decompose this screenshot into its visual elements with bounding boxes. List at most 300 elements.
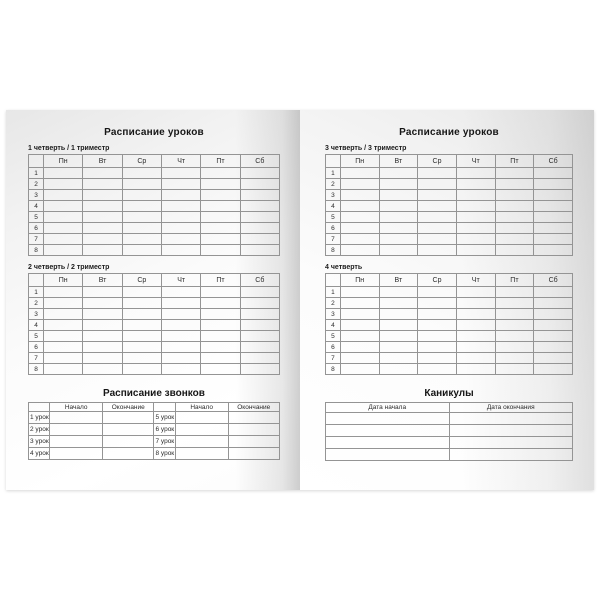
empty-cell xyxy=(161,212,200,223)
schedule-header-row xyxy=(29,274,280,287)
corner-cell xyxy=(326,155,341,168)
day-header: Пн xyxy=(340,155,379,168)
empty-cell xyxy=(449,449,573,461)
empty-cell xyxy=(83,168,122,179)
empty-cell xyxy=(175,424,228,436)
lesson-number: 7 xyxy=(29,234,44,245)
empty-cell xyxy=(340,309,379,320)
lesson-number: 3 xyxy=(326,190,341,201)
empty-cell xyxy=(240,190,279,201)
bells-row xyxy=(29,424,280,436)
empty-cell xyxy=(83,331,122,342)
lesson-number: 4 xyxy=(326,320,341,331)
lesson-number: 7 xyxy=(29,353,44,364)
empty-cell xyxy=(418,320,457,331)
empty-cell xyxy=(418,245,457,256)
empty-cell xyxy=(122,320,161,331)
day-header: Сб xyxy=(534,274,573,287)
empty-cell xyxy=(340,223,379,234)
empty-cell xyxy=(456,298,495,309)
lesson-number: 5 xyxy=(29,212,44,223)
schedule-row xyxy=(29,179,280,190)
empty-cell xyxy=(161,320,200,331)
empty-cell xyxy=(201,223,240,234)
empty-cell xyxy=(495,287,534,298)
empty-cell xyxy=(175,412,228,424)
end-header: Окончание xyxy=(103,403,154,412)
empty-cell xyxy=(83,287,122,298)
empty-cell xyxy=(83,309,122,320)
lesson-number: 6 xyxy=(326,342,341,353)
empty-cell xyxy=(495,201,534,212)
schedule-row xyxy=(326,212,573,223)
empty-cell xyxy=(418,223,457,234)
empty-cell xyxy=(379,320,418,331)
empty-cell xyxy=(379,234,418,245)
lesson-number: 8 xyxy=(326,245,341,256)
empty-cell xyxy=(83,234,122,245)
lesson-number: 7 xyxy=(326,234,341,245)
empty-cell xyxy=(340,320,379,331)
left-page xyxy=(6,110,300,490)
empty-cell xyxy=(122,331,161,342)
day-header: Пн xyxy=(44,274,83,287)
empty-cell xyxy=(201,234,240,245)
bell-row-label: 1 урок xyxy=(29,412,50,424)
empty-cell xyxy=(50,448,103,460)
empty-cell xyxy=(240,309,279,320)
empty-cell xyxy=(379,331,418,342)
start-header: Начало xyxy=(50,403,103,412)
lesson-number: 1 xyxy=(29,287,44,298)
quarter-2-label: 2 четверть / 2 триместр xyxy=(28,264,110,271)
bells-table xyxy=(28,402,280,460)
empty-cell xyxy=(122,353,161,364)
lesson-number: 2 xyxy=(29,179,44,190)
empty-cell xyxy=(495,212,534,223)
schedule-row xyxy=(326,298,573,309)
lesson-number: 6 xyxy=(29,223,44,234)
empty-cell xyxy=(44,201,83,212)
bell-row-label: 8 урок xyxy=(154,448,175,460)
day-header: Вт xyxy=(83,155,122,168)
day-header: Сб xyxy=(240,155,279,168)
schedule-row xyxy=(29,331,280,342)
empty-cell xyxy=(340,364,379,375)
page-title: Расписание уроков xyxy=(399,127,499,138)
quarter-4-label: 4 четверть xyxy=(325,264,363,271)
lesson-number: 2 xyxy=(326,179,341,190)
empty-cell xyxy=(201,212,240,223)
empty-cell xyxy=(83,223,122,234)
holiday-end-header: Дата окончания xyxy=(449,403,573,413)
empty-cell xyxy=(340,298,379,309)
empty-cell xyxy=(201,320,240,331)
empty-cell xyxy=(534,201,573,212)
holidays-row xyxy=(326,413,573,425)
empty-cell xyxy=(379,364,418,375)
empty-cell xyxy=(379,212,418,223)
day-header: Сб xyxy=(240,274,279,287)
empty-cell xyxy=(456,212,495,223)
lesson-number: 4 xyxy=(29,201,44,212)
schedule-row xyxy=(29,212,280,223)
end-header: Окончание xyxy=(228,403,279,412)
empty-cell xyxy=(50,436,103,448)
empty-cell xyxy=(495,223,534,234)
schedule-row xyxy=(29,245,280,256)
empty-cell xyxy=(326,425,450,437)
day-header: Пт xyxy=(495,155,534,168)
empty-cell xyxy=(456,245,495,256)
empty-cell xyxy=(161,245,200,256)
day-header: Вт xyxy=(379,155,418,168)
empty-cell xyxy=(495,309,534,320)
lesson-number: 5 xyxy=(29,331,44,342)
empty-cell xyxy=(340,245,379,256)
empty-cell xyxy=(161,234,200,245)
schedule-row xyxy=(29,309,280,320)
empty-cell xyxy=(83,212,122,223)
schedule-row xyxy=(326,353,573,364)
empty-cell xyxy=(44,353,83,364)
empty-cell xyxy=(449,425,573,437)
schedule-table-quarter-1 xyxy=(28,154,280,256)
empty-cell xyxy=(44,245,83,256)
empty-cell xyxy=(456,353,495,364)
holiday-start-header: Дата начала xyxy=(326,403,450,413)
corner-cell xyxy=(29,155,44,168)
diary-open-spread xyxy=(6,110,594,490)
empty-cell xyxy=(534,364,573,375)
lesson-number: 5 xyxy=(326,212,341,223)
bells-row xyxy=(29,412,280,424)
empty-cell xyxy=(418,298,457,309)
day-header: Ср xyxy=(418,274,457,287)
empty-cell xyxy=(44,342,83,353)
schedule-table-quarter-3 xyxy=(325,154,573,256)
schedule-row xyxy=(326,190,573,201)
empty-cell xyxy=(240,353,279,364)
schedule-row xyxy=(29,287,280,298)
empty-cell xyxy=(44,309,83,320)
empty-cell xyxy=(495,179,534,190)
empty-cell xyxy=(534,342,573,353)
empty-cell xyxy=(44,168,83,179)
empty-cell xyxy=(534,320,573,331)
empty-cell xyxy=(44,287,83,298)
empty-cell xyxy=(456,190,495,201)
empty-cell xyxy=(201,342,240,353)
bells-row xyxy=(29,448,280,460)
lesson-number: 1 xyxy=(29,168,44,179)
empty-cell xyxy=(379,168,418,179)
empty-cell xyxy=(50,424,103,436)
empty-cell xyxy=(122,234,161,245)
empty-cell xyxy=(240,287,279,298)
empty-cell xyxy=(456,331,495,342)
empty-cell xyxy=(201,309,240,320)
schedule-row xyxy=(29,201,280,212)
schedule-row xyxy=(326,201,573,212)
empty-cell xyxy=(44,179,83,190)
empty-cell xyxy=(122,223,161,234)
empty-cell xyxy=(456,320,495,331)
empty-cell xyxy=(161,201,200,212)
empty-cell xyxy=(326,437,450,449)
holidays-row xyxy=(326,449,573,461)
empty-cell xyxy=(326,449,450,461)
empty-cell xyxy=(122,201,161,212)
empty-cell xyxy=(103,424,154,436)
empty-cell xyxy=(534,212,573,223)
empty-cell xyxy=(201,364,240,375)
empty-cell xyxy=(495,320,534,331)
empty-cell xyxy=(228,448,279,460)
empty-cell xyxy=(175,448,228,460)
empty-cell xyxy=(122,245,161,256)
empty-cell xyxy=(534,309,573,320)
empty-cell xyxy=(161,364,200,375)
empty-cell xyxy=(201,179,240,190)
empty-cell xyxy=(44,298,83,309)
schedule-row xyxy=(29,234,280,245)
empty-cell xyxy=(201,287,240,298)
schedule-row xyxy=(326,168,573,179)
day-header: Пн xyxy=(340,274,379,287)
empty-cell xyxy=(418,179,457,190)
empty-cell xyxy=(240,179,279,190)
lesson-number: 3 xyxy=(29,309,44,320)
empty-cell xyxy=(50,412,103,424)
empty-cell xyxy=(418,212,457,223)
day-header: Пт xyxy=(495,274,534,287)
holidays-table xyxy=(325,402,573,461)
empty-cell xyxy=(201,245,240,256)
empty-cell xyxy=(240,223,279,234)
empty-cell xyxy=(201,190,240,201)
day-header: Ср xyxy=(122,155,161,168)
empty-cell xyxy=(340,168,379,179)
schedule-row xyxy=(29,298,280,309)
empty-cell xyxy=(340,353,379,364)
empty-cell xyxy=(456,364,495,375)
empty-cell xyxy=(534,223,573,234)
empty-cell xyxy=(495,245,534,256)
right-page xyxy=(300,110,594,490)
day-header: Чт xyxy=(161,155,200,168)
lesson-number: 8 xyxy=(29,364,44,375)
empty-cell xyxy=(534,179,573,190)
empty-cell xyxy=(456,168,495,179)
lesson-number: 3 xyxy=(29,190,44,201)
empty-cell xyxy=(449,437,573,449)
empty-cell xyxy=(161,168,200,179)
empty-cell xyxy=(83,364,122,375)
lesson-number: 1 xyxy=(326,287,341,298)
schedule-row xyxy=(29,168,280,179)
bells-header-row xyxy=(29,403,280,412)
empty-cell xyxy=(122,298,161,309)
empty-cell xyxy=(83,353,122,364)
empty-cell xyxy=(449,413,573,425)
empty-cell xyxy=(201,201,240,212)
empty-cell xyxy=(83,320,122,331)
empty-cell xyxy=(534,190,573,201)
empty-cell xyxy=(240,342,279,353)
empty-cell xyxy=(122,190,161,201)
empty-cell xyxy=(534,331,573,342)
day-header: Ср xyxy=(122,274,161,287)
day-header: Пн xyxy=(44,155,83,168)
empty-cell xyxy=(534,245,573,256)
quarter-1-label: 1 четверть / 1 триместр xyxy=(28,145,110,152)
schedule-row xyxy=(326,331,573,342)
empty-cell xyxy=(161,309,200,320)
empty-cell xyxy=(495,342,534,353)
empty-cell xyxy=(340,212,379,223)
start-header: Начало xyxy=(175,403,228,412)
empty-cell xyxy=(418,287,457,298)
empty-cell xyxy=(83,190,122,201)
day-header: Пт xyxy=(201,155,240,168)
empty-cell xyxy=(495,298,534,309)
empty-cell xyxy=(161,179,200,190)
empty-cell xyxy=(340,342,379,353)
empty-cell xyxy=(340,190,379,201)
day-header: Чт xyxy=(161,274,200,287)
empty-cell xyxy=(379,179,418,190)
schedule-header-row xyxy=(326,274,573,287)
empty-cell xyxy=(83,179,122,190)
schedule-row xyxy=(326,245,573,256)
day-header: Вт xyxy=(379,274,418,287)
empty-cell xyxy=(418,190,457,201)
lesson-number: 3 xyxy=(326,309,341,320)
empty-cell xyxy=(340,234,379,245)
empty-cell xyxy=(161,353,200,364)
day-header: Чт xyxy=(456,155,495,168)
empty-cell xyxy=(44,234,83,245)
empty-cell xyxy=(534,287,573,298)
corner-cell xyxy=(29,403,50,412)
empty-cell xyxy=(340,287,379,298)
bell-row-label: 6 урок xyxy=(154,424,175,436)
empty-cell xyxy=(161,190,200,201)
empty-cell xyxy=(534,298,573,309)
empty-cell xyxy=(240,331,279,342)
empty-cell xyxy=(534,353,573,364)
schedule-row xyxy=(29,342,280,353)
empty-cell xyxy=(44,331,83,342)
schedule-row xyxy=(326,342,573,353)
empty-cell xyxy=(44,212,83,223)
empty-cell xyxy=(418,353,457,364)
empty-cell xyxy=(379,287,418,298)
empty-cell xyxy=(228,424,279,436)
empty-cell xyxy=(456,342,495,353)
empty-cell xyxy=(228,412,279,424)
empty-cell xyxy=(240,212,279,223)
schedule-row xyxy=(29,190,280,201)
bell-row-label: 7 урок xyxy=(154,436,175,448)
empty-cell xyxy=(240,320,279,331)
empty-cell xyxy=(161,331,200,342)
lesson-number: 2 xyxy=(326,298,341,309)
empty-cell xyxy=(495,331,534,342)
empty-cell xyxy=(418,309,457,320)
empty-cell xyxy=(83,201,122,212)
lesson-number: 8 xyxy=(29,245,44,256)
lesson-number: 4 xyxy=(326,201,341,212)
schedule-row xyxy=(326,287,573,298)
empty-cell xyxy=(418,201,457,212)
empty-cell xyxy=(175,436,228,448)
empty-cell xyxy=(340,201,379,212)
empty-cell xyxy=(418,168,457,179)
lesson-number: 8 xyxy=(326,364,341,375)
bell-row-label: 5 урок xyxy=(154,412,175,424)
empty-cell xyxy=(122,168,161,179)
schedule-header-row xyxy=(29,155,280,168)
empty-cell xyxy=(379,201,418,212)
empty-cell xyxy=(122,287,161,298)
empty-cell xyxy=(379,298,418,309)
empty-cell xyxy=(379,309,418,320)
holidays-title: Каникулы xyxy=(424,388,474,399)
empty-cell xyxy=(495,234,534,245)
empty-cell xyxy=(456,223,495,234)
empty-cell xyxy=(456,309,495,320)
empty-cell xyxy=(44,320,83,331)
empty-cell xyxy=(161,298,200,309)
empty-cell xyxy=(201,168,240,179)
empty-cell xyxy=(326,413,450,425)
day-header: Ср xyxy=(418,155,457,168)
empty-cell xyxy=(240,298,279,309)
empty-cell xyxy=(418,234,457,245)
empty-cell xyxy=(201,331,240,342)
empty-cell xyxy=(240,234,279,245)
lesson-number: 1 xyxy=(326,168,341,179)
empty-cell xyxy=(83,298,122,309)
empty-cell xyxy=(495,168,534,179)
empty-cell xyxy=(103,412,154,424)
bells-title: Расписание звонков xyxy=(103,388,205,399)
empty-cell xyxy=(379,245,418,256)
empty-cell xyxy=(103,448,154,460)
empty-cell xyxy=(83,245,122,256)
empty-cell xyxy=(534,234,573,245)
schedule-row xyxy=(326,234,573,245)
schedule-row xyxy=(326,364,573,375)
empty-cell xyxy=(201,353,240,364)
bell-row-label: 2 урок xyxy=(29,424,50,436)
lesson-number: 6 xyxy=(326,223,341,234)
empty-cell xyxy=(161,223,200,234)
empty-cell xyxy=(122,364,161,375)
quarter-3-label: 3 четверть / 3 триместр xyxy=(325,145,407,152)
empty-cell xyxy=(240,245,279,256)
holidays-header-row xyxy=(326,403,573,413)
empty-cell xyxy=(456,201,495,212)
empty-cell xyxy=(240,168,279,179)
day-header: Вт xyxy=(83,274,122,287)
empty-cell xyxy=(161,287,200,298)
corner-cell xyxy=(154,403,175,412)
bell-row-label: 3 урок xyxy=(29,436,50,448)
day-header: Чт xyxy=(456,274,495,287)
